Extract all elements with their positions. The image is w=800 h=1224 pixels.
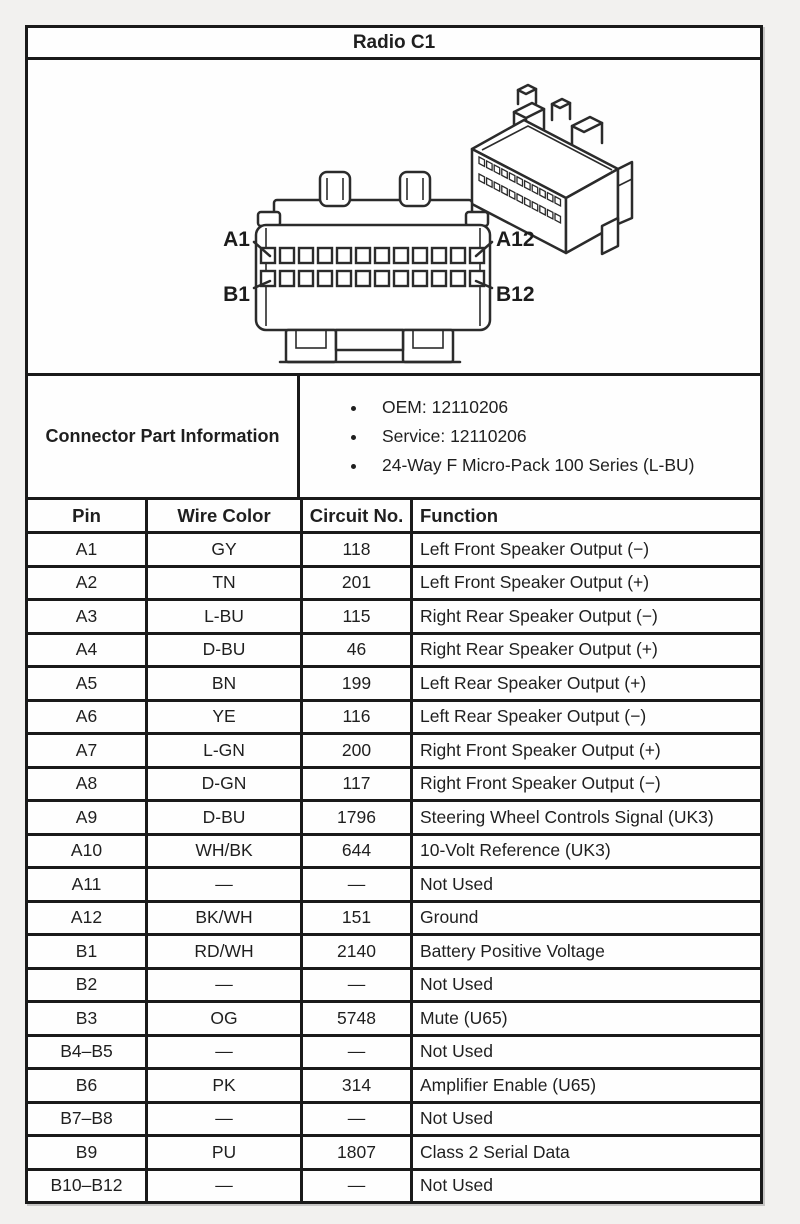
table-row	[28, 1070, 760, 1104]
table-row	[28, 635, 760, 669]
wire-color-cell: PK	[148, 1070, 303, 1101]
table-row	[28, 936, 760, 970]
circuit-no-cell: 115	[303, 601, 413, 632]
function-cell: Not Used	[420, 974, 493, 995]
function-cell: 10-Volt Reference (UK3)	[420, 840, 611, 861]
circuit-no-cell: 1796	[303, 802, 413, 833]
pin-cell: A7	[28, 735, 148, 766]
part-info-label: Connector Part Information	[45, 426, 280, 446]
pin-cell: B7–B8	[28, 1104, 148, 1135]
wire-color-cell: PU	[148, 1137, 303, 1168]
function-cell: Left Front Speaker Output (−)	[420, 538, 650, 559]
wire-color-cell: BK/WH	[148, 903, 303, 934]
function-cell: Left Rear Speaker Output (+)	[420, 672, 647, 693]
pin-cell: B9	[28, 1137, 148, 1168]
pin-cell: B4–B5	[28, 1037, 148, 1068]
circuit-no-cell: 2140	[303, 936, 413, 967]
pin-label-a12: A12	[496, 228, 535, 251]
column-header: Circuit No.	[303, 500, 413, 531]
function-cell: Not Used	[420, 1108, 493, 1129]
circuit-no-cell: 644	[303, 836, 413, 867]
function-cell: Not Used	[420, 873, 493, 894]
wire-color-cell: YE	[148, 702, 303, 733]
wire-color-cell: BN	[148, 668, 303, 699]
part-info-item: • Service: 12110206	[368, 426, 694, 447]
pin-cell: B2	[28, 970, 148, 1001]
table-row	[28, 836, 760, 870]
circuit-no-cell: —	[303, 1037, 413, 1068]
wire-color-cell: —	[148, 1104, 303, 1135]
table-row	[28, 735, 760, 769]
function-cell: Mute (U65)	[420, 1007, 508, 1028]
pin-cell: B10–B12	[28, 1171, 148, 1202]
table-row	[28, 1003, 760, 1037]
function-cell: Right Rear Speaker Output (−)	[420, 605, 658, 626]
table-row	[28, 1037, 760, 1071]
table-row	[28, 869, 760, 903]
pin-label-b12: B12	[496, 283, 535, 306]
wire-color-cell: RD/WH	[148, 936, 303, 967]
table-row	[28, 970, 760, 1004]
pin-cell: B6	[28, 1070, 148, 1101]
connector-diagram-section	[28, 60, 760, 376]
circuit-no-cell: 200	[303, 735, 413, 766]
wire-color-cell: GY	[148, 534, 303, 565]
circuit-no-cell: —	[303, 1104, 413, 1135]
table-row	[28, 601, 760, 635]
wire-color-cell: D-GN	[148, 769, 303, 800]
pin-cell: A5	[28, 668, 148, 699]
pin-cell: A4	[28, 635, 148, 666]
pin-cell: A1	[28, 534, 148, 565]
pin-cell: A8	[28, 769, 148, 800]
wire-color-cell: L-GN	[148, 735, 303, 766]
table-row	[28, 702, 760, 736]
function-cell: Left Rear Speaker Output (−)	[420, 706, 647, 727]
part-info-section	[28, 376, 760, 500]
title-bar	[28, 28, 760, 60]
pin-cell: A2	[28, 568, 148, 599]
circuit-no-cell: 5748	[303, 1003, 413, 1034]
table-row	[28, 1104, 760, 1138]
part-info-item: • OEM: 12110206	[368, 397, 694, 418]
wire-color-cell: —	[148, 1171, 303, 1202]
circuit-no-cell: 201	[303, 568, 413, 599]
circuit-no-cell: 116	[303, 702, 413, 733]
pin-table-header	[28, 500, 760, 534]
wire-color-cell: TN	[148, 568, 303, 599]
table-row	[28, 1171, 760, 1202]
table-row	[28, 534, 760, 568]
pin-table-body	[28, 534, 760, 1201]
pin-cell: A6	[28, 702, 148, 733]
circuit-no-cell: —	[303, 869, 413, 900]
pin-cell: B1	[28, 936, 148, 967]
table-row	[28, 1137, 760, 1171]
column-header: Function	[420, 504, 499, 526]
function-cell: Right Front Speaker Output (+)	[420, 739, 661, 760]
circuit-no-cell: —	[303, 970, 413, 1001]
table-row	[28, 802, 760, 836]
function-cell: Steering Wheel Controls Signal (UK3)	[420, 806, 714, 827]
circuit-no-cell: 117	[303, 769, 413, 800]
circuit-no-cell: 314	[303, 1070, 413, 1101]
page-title: Radio C1	[352, 31, 436, 53]
table-row	[28, 903, 760, 937]
function-cell: Not Used	[420, 1041, 493, 1062]
wire-color-cell: OG	[148, 1003, 303, 1034]
pin-cell: A11	[28, 869, 148, 900]
circuit-no-cell: 199	[303, 668, 413, 699]
function-cell: Class 2 Serial Data	[420, 1141, 570, 1162]
part-info-body-cell	[300, 376, 760, 497]
circuit-no-cell: 1807	[303, 1137, 413, 1168]
pin-label-b1: B1	[223, 283, 250, 306]
column-header: Pin	[28, 500, 148, 531]
circuit-no-cell: 151	[303, 903, 413, 934]
table-row	[28, 769, 760, 803]
pin-cell: A12	[28, 903, 148, 934]
table-row	[28, 668, 760, 702]
table-row	[28, 568, 760, 602]
part-info-label-cell	[28, 376, 300, 497]
connector-diagram	[28, 60, 760, 373]
function-cell: Right Front Speaker Output (−)	[420, 773, 661, 794]
wire-color-cell: D-BU	[148, 802, 303, 833]
wire-color-cell: —	[148, 1037, 303, 1068]
pin-label-a1: A1	[223, 228, 250, 251]
function-cell: Right Rear Speaker Output (+)	[420, 639, 658, 660]
radio-c1-sheet	[25, 25, 763, 1204]
function-cell: Battery Positive Voltage	[420, 940, 605, 961]
circuit-no-cell: —	[303, 1171, 413, 1202]
function-cell: Amplifier Enable (U65)	[420, 1074, 597, 1095]
wire-color-cell: —	[148, 869, 303, 900]
function-cell: Ground	[420, 907, 479, 928]
circuit-no-cell: 46	[303, 635, 413, 666]
function-cell: Left Front Speaker Output (+)	[420, 572, 650, 593]
part-info-item: • 24-Way F Micro-Pack 100 Series (L-BU)	[368, 455, 694, 476]
part-info-list	[300, 389, 694, 484]
pin-cell: A3	[28, 601, 148, 632]
wire-color-cell: WH/BK	[148, 836, 303, 867]
pin-cell: A9	[28, 802, 148, 833]
circuit-no-cell: 118	[303, 534, 413, 565]
wire-color-cell: —	[148, 970, 303, 1001]
wire-color-cell: L-BU	[148, 601, 303, 632]
wire-color-cell: D-BU	[148, 635, 303, 666]
pin-cell: B3	[28, 1003, 148, 1034]
pin-cell: A10	[28, 836, 148, 867]
column-header: Wire Color	[148, 500, 303, 531]
function-cell: Not Used	[420, 1175, 493, 1196]
